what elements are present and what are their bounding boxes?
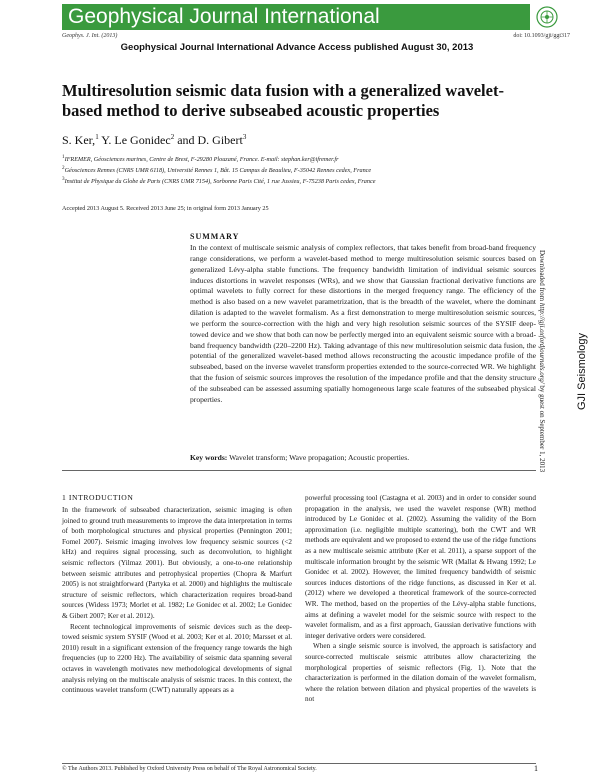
section-divider [62, 470, 536, 471]
author-affiliation-mark: 1 [95, 133, 99, 141]
paragraph: In the framework of subseabed characterization, seismic imaging is often joined to ground truth measurements to improve the data interpretation in terms of both morphological structures and physical properties (Pennington 2001; Fomel 2007). Seismic imaging involves low frequency seismic sources (<2 kHz) and requires signal processing, such as deconvolution, to highlight seismic reflectors (Yilmaz 2001). But obviously, a one-to-one relationship between seismic attributes and petrophysical properties (Chopra & Marfurt 2005) is not straightforward (Partyka et al. 2000) and highlights the multiscale structure of seismic reflectors, which characterization requires broad-band sources (Widess 1973; Morlet et al. 1982; Le Gonidec et al. 2002; Le Gonidec & Gibert 2007; Ker et al. 2012). [62, 506, 292, 620]
affiliations [62, 153, 542, 186]
footer-divider [62, 763, 536, 764]
summary-text: In the context of multiscale seismic analysis of complex reflectors, that takes benefit from broad-band frequency range considerations, we perform a wavelet-based method to merge multiresolution seismic sources based on generalized Lévy-alpha stable functions. The frequency bandwidth limitation of individual seismic sources induces distortions in wavelet responses (WRs), and we show that Gaussian fractional derivative functions are optimal wavelets to fully correct for these distortions in the merged frequency range. The efficiency of the method is also based on a new wavelet parametrization, that is the breadth of the wavelet, where the dominant dilation is adapted to the wavelet formalism. As a first demonstration to merge multiresolution seismic sources, we perform the source-correction with the high and very high resolution seismic sources of the SYSIF deep-towed device and we show that both can now be perfectly merged into an equivalent seismic source with a broad-band frequency bandwidth (220–2200 Hz). Taking advantage of this new multiresolution seismic data fusion, the potential of the generalized wavelet-based method allows reconstructing the acoustic impedance profile of the subseabed, based on the inverse wavelet transform properties extended to the source-corrected WR. We highlight that the fusion of seismic sources improves the resolution of the impedance profile and that the density structure of the subseabed can be assessed assuming spatially homogeneous large scale features of the subseabed physical properties. [190, 243, 536, 404]
affiliation-mark: 3 [62, 176, 65, 183]
paragraph: Recent technological improvements of seismic devices such as the deep-towed seismic system SYSIF (Wood et al. 2003; Ker et al. 2010; Marsset et al. 2010) result in a significant extension of the frequency range towards the high frequencies (up to 2200 Hz). The availability of seismic data spanning several octaves in wavelength motivates new methodological developments of signal analysis relying on the multiscale analysis of seismic traces. In this context, the continuous wavelet transform (CWT) naturally appears as a [62, 622, 292, 695]
download-prefix: Downloaded from [538, 250, 546, 302]
author-list [62, 133, 246, 148]
author-affiliation-mark: 2 [170, 133, 175, 141]
affiliation-mark: 1 [62, 154, 65, 160]
journal-citation: Geophys. J. Int. (2013) [62, 33, 118, 39]
article-title: Multiresolution seismic data fusion with a generalized wavelet-based method to derive subseabed acoustic properties [62, 81, 504, 120]
introduction-heading: 1 INTRODUCTION [62, 493, 134, 502]
keywords [190, 453, 536, 462]
journal-banner-title: Geophysical Journal International [68, 5, 380, 28]
affiliation-mark: 2 [62, 165, 65, 172]
section-label: GJI Seismology [576, 332, 588, 410]
keywords-text: Wavelet transform; Wave propagation; Acoustic properties. [229, 453, 410, 462]
copyright-notice: © The Authors 2013. Published by Oxford University Press on behalf of The Royal Astronomical Society. [62, 766, 317, 772]
author-name: S. Ker, [62, 133, 96, 147]
affiliation-text: Géosciences Rennes (CNRS UMR 6118), Université Rennes 1, Bât. 15 Campus de Beaulieu, F-35042 Rennes cedex, France [64, 167, 372, 175]
affiliation-line [62, 164, 542, 175]
author-affiliation-mark: 3 [242, 133, 247, 141]
affiliation-line [62, 153, 542, 164]
author-name: Y. Le Gonidec [101, 133, 171, 147]
keywords-label: Key words: [190, 453, 228, 462]
left-column [62, 505, 292, 696]
right-column [305, 493, 536, 705]
doi[interactable]: doi: 10.1093/gji/ggt317 [513, 33, 570, 39]
paragraph: When a single seismic source is involved, the approach is satisfactory and source-corrected multiscale seismic attributes allow characterizing the morphological properties of seismic reflectors (Fig. 1). Note that the characterization is performed in the dilation domain of the wavelet formalism, where the relation between dilation and physical properties of the wavelets is not [305, 642, 536, 704]
affiliation-line [62, 175, 542, 186]
download-link[interactable]: http://gji.oxfordjournals.org/ [538, 302, 546, 384]
affiliation-text: IFREMER, Géosciences marines, Centre de Brest, F-29280 Plouzané, France. E-mail: stephan.ker@ifremer.fr [64, 156, 339, 164]
affiliation-text: Institut de Physique du Globe de Paris (CNRS UMR 7154), Sorbonne Paris Cité, 1 rue Jussieu, F-75238 Paris cedex, France [64, 178, 376, 186]
author-name: and D. Gibert [177, 133, 243, 147]
download-notice [538, 250, 546, 650]
advance-access-notice: Geophysical Journal International Advance Access published August 30, 2013 [120, 42, 474, 53]
page-number: 1 [534, 764, 538, 773]
paragraph: powerful processing tool (Castagna et al. 2003) and in order to consider sound propagation in the analysis, we used the wavelet response (WR) method introduced by Le Gonidec et al. (2002). Assuming the validity of the Born approximation (i.e. negligible multiple scattering), both the CWT and WR methods are equivalent and we proposed to extend the use of the ridge functions as a new multiscale seismic attribute (Ker et al. 2011), a sparse support of the multiscale information brought by the seismic WR (Mallat & Hwang 1992; Le Gonidec et al. 2002). However, the limited frequency bandwidth of seismic sources induces distortions of the ridge functions, as discussed in Ker et al. (2012) where we developed a theoretical framework of the source-corrected WR. The method, based on the properties of the Lévy-alpha stable functions, aims at defining a wavelet model for the seismic source with respect to the wavelet formalism, and as a first approach, Gaussian derivative functions with integer derivative orders were considered. [305, 494, 536, 640]
summary-heading: SUMMARY [190, 232, 240, 241]
publication-history: Accepted 2013 August 5. Received 2013 June 25; in original form 2013 January 25 [62, 205, 269, 212]
society-logo-icon [536, 6, 558, 28]
download-suffix: by guest on September 1, 2013 [538, 385, 546, 473]
